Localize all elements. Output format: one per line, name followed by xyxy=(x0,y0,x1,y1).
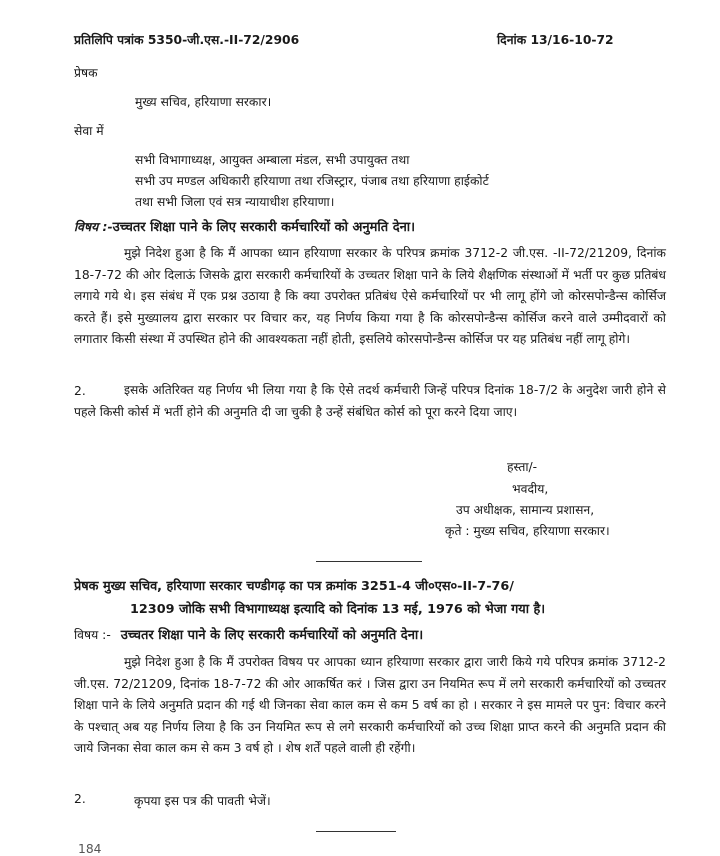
subject-line xyxy=(74,217,415,235)
letter1-paragraph-2: इसके अतिरिक्त यह निर्णय भी लिया गया है कि ऐसे तदर्थ कर्मचारी जिन्हें परिपत्र दिनांक 18-7/2 के अनुदेश जारी होने से पहले किसी कोर्स में भर्ती होने की अनुमति दी जा चुकी है उन्हें संबंधित कोर्स को पूरा करने दिया जाए। xyxy=(74,383,666,419)
subject-label: विषय :- xyxy=(74,628,111,642)
signatory-title: उप अधीक्षक, सामान्य प्रशासन, xyxy=(456,503,595,517)
letter2-paragraph-1: मुझे निदेश हुआ है कि मैं उपरोक्त विषय पर आपका ध्यान हरियाणा सरकार द्वारा जारी किये गये परिपत्र क्रमांक 3712-2 जी.एस. 72/21209, दिनांक 18-7-72 की ओर आकर्षित करं । जिस द्वारा उन नियमित रूप में लगे सरकारी कर्मचारियों को उच्चतर शिक्षा पाने के लिये अनुमति प्रदान की गई थी जिनका सेवा काल कम से कम 5 वर्ष का हो । सरकार ने इस मामले पर पुन: विचार करने के पश्चात् अब यह निर्णय लिया है कि उन नियमित रूप से लगे सरकारी कर्मचारियों को उच्च शिक्षा प्राप्त करने की अनुमति प्रदान की जाये जिनका सेवा काल कम से कम 3 वर्ष हो । शेष शर्तें पहले वाली ही रहेंगी। xyxy=(74,655,666,755)
paragraph-number: 2. xyxy=(74,792,86,806)
letter2-paragraph-2: कृपया इस पत्र की पावती भेजें। xyxy=(134,794,271,808)
recipient-label: सेवा में xyxy=(74,124,104,138)
paragraph-number: 2. xyxy=(74,384,86,398)
subject-text: उच्चतर शिक्षा पाने के लिए सरकारी कर्मचारियों को अनुमति देना। xyxy=(120,628,424,643)
letter-date: दिनांक 13/16-10-72 xyxy=(497,33,614,47)
reference-number: प्रतिलिपि पत्रांक 5350-जी.एस.-II-72/2906 xyxy=(74,33,300,47)
letter2-header-line: प्रेषक मुख्य सचिव, हरियाणा सरकार चण्डीगढ़ का पत्र क्रमांक 3251-4 जी०एस०-II-7-76/ xyxy=(74,579,514,594)
signed-mark: हस्ता/- xyxy=(507,460,538,474)
section-divider xyxy=(316,831,396,832)
closing: भवदीय, xyxy=(512,482,549,496)
subject-line xyxy=(74,625,423,643)
page-number: 184 xyxy=(78,842,102,856)
subject-label: विषय :- xyxy=(74,220,113,234)
recipient-line: सभी उप मण्डल अधिकारी हरियाणा तथा रजिस्ट्रार, पंजाब तथा हरियाणा हाईकोर्ट xyxy=(135,174,489,188)
sender-label: प्रेषक xyxy=(74,66,98,80)
subject-text: उच्चतर शिक्षा पाने के लिए सरकारी कर्मचारियों को अनुमति देना। xyxy=(112,220,416,235)
sender: मुख्य सचिव, हरियाणा सरकार। xyxy=(135,95,272,109)
letter1-paragraph-1: मुझे निदेश हुआ है कि मैं आपका ध्यान हरियाणा सरकार के परिपत्र क्रमांक 3712-2 जी.एस. -II-72/21209, दिनांक 18-7-72 की ओर दिलाऊं जिसके द्वारा सरकारी कर्मचारियों के उच्चतर शिक्षा पाने के लिये शैक्षणिक संस्थाओं में भर्ती पर कुछ प्रतिबंध लगाये गये थे। इस संबंध में एक प्रश्न उठाया है कि क्या उपरोक्त प्रतिबंध ऐसे कर्मचारियों पर भी लागू होंगे जो कोरसपोन्डैन्स कोर्सिज करते हैं। इसे मुख्यालय द्वारा सरकार पर विचार कर, यह निर्णय किया गया है कि कोरसपोन्डैन्स कोर्सिज करने वाले उम्मीदवारों को लगातार किसी संस्था में उपस्थित होने की आवश्यकता नहीं होती, इसलिये कोरसपोन्डैन्स कोर्सिज पर यह प्रतिबंध नहीं लागू होगे। xyxy=(74,246,666,346)
letter2-header-line: 12309 जोकि सभी विभागाध्यक्ष इत्यादि को दिनांक 13 मई, 1976 को भेजा गया है। xyxy=(130,602,546,617)
section-divider xyxy=(316,561,422,562)
recipient-line: तथा सभी जिला एवं सत्र न्यायाधीश हरियाणा। xyxy=(135,195,335,209)
signatory-on-behalf: कृते : मुख्य सचिव, हरियाणा सरकार। xyxy=(445,524,610,538)
recipient-line: सभी विभागाध्यक्ष, आयुक्त अम्बाला मंडल, सभी उपायुक्त तथा xyxy=(135,153,410,167)
